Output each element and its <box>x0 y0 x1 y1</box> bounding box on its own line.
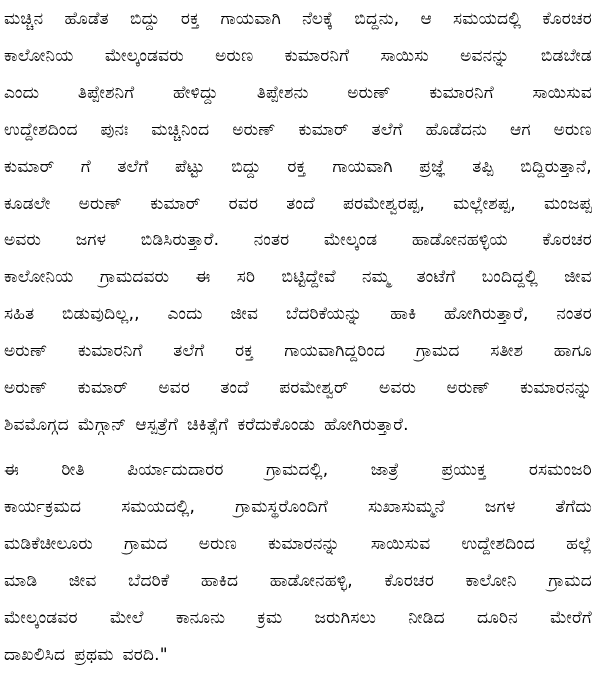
text-line: ಮಾಡಿ ಜೀವ ಬೆದರಿಕೆ ಹಾಕಿದ ಹಾಡೋನಹಳ್ಳಿ, ಕೊರಚರ ಕಾಲೋನಿ ಗ್ರಾಮದ <box>4 570 592 591</box>
text-line: ಮಡಿಕೆಚೀಲೂರು ಗ್ರಾಮದ ಅರುಣ ಕುಮಾರನನ್ನು ಸಾಯಿಸುವ ಉದ್ದೇಶದಿಂದ ಹಲ್ಲೆ <box>4 533 592 554</box>
text-line: ಕಾಲೋನಿಯ ಗ್ರಾಮದವರು ಈ ಸರಿ ಬಿಟ್ಟಿದ್ದೇವೆ ನಮ್ಮ ತಂಟೆಗೆ ಬಂದಿದ್ದಲ್ಲಿ ಜೀವ <box>4 267 592 288</box>
text-line: ಕುಮಾರ್ ಗೆ ತಲೆಗೆ ಪೆಟ್ಟು ಬಿದ್ದು ರಕ್ತ ಗಾಯವಾಗಿ ಪ್ರಜ್ಞೆ ತಪ್ಪಿ ಬಿದ್ದಿರುತ್ತಾನೆ, <box>4 156 592 177</box>
text-line: ಮಚ್ಚಿನ ಹೊಡೆತ ಬಿದ್ದು ರಕ್ತ ಗಾಯವಾಗಿ ನೆಲಕ್ಕೆ ಬಿದ್ದನು, ಆ ಸಮಯದಲ್ಲಿ ಕೊರಚರ <box>4 9 592 29</box>
text-line: ಮೇಲ್ಕಂಡವರ ಮೇಲೆ ಕಾನೂನು ಕ್ರಮ ಜರುಗಿಸಲು ನೀಡಿದ ದೂರಿನ ಮೇರೆಗೆ <box>4 607 592 628</box>
text-line: ಉದ್ದೇಶದಿಂದ ಪುನಃ ಮಚ್ಚಿನಿಂದ ಅರುಣ್ ಕುಮಾರ್ ತಲೆಗೆ ಹೊಡೆದನು ಆಗ ಅರುಣ <box>4 119 592 140</box>
text-line: ಶಿವಮೊಗ್ಗದ ಮೆಗ್ಗಾನ್ ಆಸ್ಪತ್ರೆಗೆ ಚಿಕಿತ್ಸೆಗೆ ಕರೆದುಕೊಂಡು ಹೋಗಿರುತ್ತಾರೆ. <box>4 414 409 435</box>
text-line: ಅರುಣ್ ಕುಮಾರ್ ಅವರ ತಂದೆ ಪರಮೇಶ್ವರ್ ಅವರು ಅರುಣ್ ಕುಮಾರನನ್ನು <box>4 378 592 398</box>
text-line: ಎಂದು ತಿಪ್ಪೇಶನಿಗೆ ಹೇಳಿದ್ದು ತಿಪ್ಪೇಶನು ಅರುಣ್ ಕುಮಾರನಿಗೆ ಸಾಯಿಸುವ <box>4 82 592 103</box>
text-line: ಕೂಡಲೇ ಅರುಣ್ ಕುಮಾರ್ ರವರ ತಂದೆ ಪರಮೇಶ್ವರಪ್ಪ, ಮಲ್ಲೇಶಪ್ಪ, ಮಂಜಪ್ಪ <box>4 193 592 214</box>
text-line: ಅವರು ಜಗಳ ಬಿಡಿಸಿರುತ್ತಾರೆ. ನಂತರ ಮೇಲ್ಕಂಡ ಹಾಡೋನಹಳ್ಳಿಯ ಕೊರಚರ <box>4 230 592 251</box>
text-line: ದಾಖಲಿಸಿದ ಪ್ರಥಮ ವರದಿ." <box>4 644 168 665</box>
text-line: ಸಹಿತ ಬಿಡುವುದಿಲ್ಲ,, ಎಂದು ಜೀವ ಬೆದರಿಕೆಯನ್ನು ಹಾಕಿ ಹೋಗಿರುತ್ತಾರೆ, ನಂತರ <box>4 304 592 325</box>
text-line: ಕಾಲೋನಿಯ ಮೇಲ್ಕಂಡವರು ಅರುಣ ಕುಮಾರನಿಗೆ ಸಾಯಿಸು ಅವನನ್ನು ಬಿಡಬೇಡ <box>4 45 592 66</box>
text-line: ಕಾರ್ಯಕ್ರಮದ ಸಮಯದಲ್ಲಿ, ಗ್ರಾಮಸ್ಥರೊಂದಿಗೆ ಸುಖಾಸುಮ್ಮನೆ ಜಗಳ ತೆಗೆದು <box>4 496 592 517</box>
text-line: ಅರುಣ್ ಕುಮಾರನಿಗೆ ತಲೆಗೆ ರಕ್ತ ಗಾಯವಾಗಿದ್ದರಿಂದ ಗ್ರಾಮದ ಸತೀಶ ಹಾಗೂ <box>4 341 592 362</box>
text-line: ಈ ರೀತಿ ಪಿರ್ಯಾದುದಾರರ ಗ್ರಾಮದಲ್ಲಿ, ಜಾತ್ರೆ ಪ್ರಯುಕ್ತ ರಸಮಂಜರಿ <box>4 460 592 480</box>
